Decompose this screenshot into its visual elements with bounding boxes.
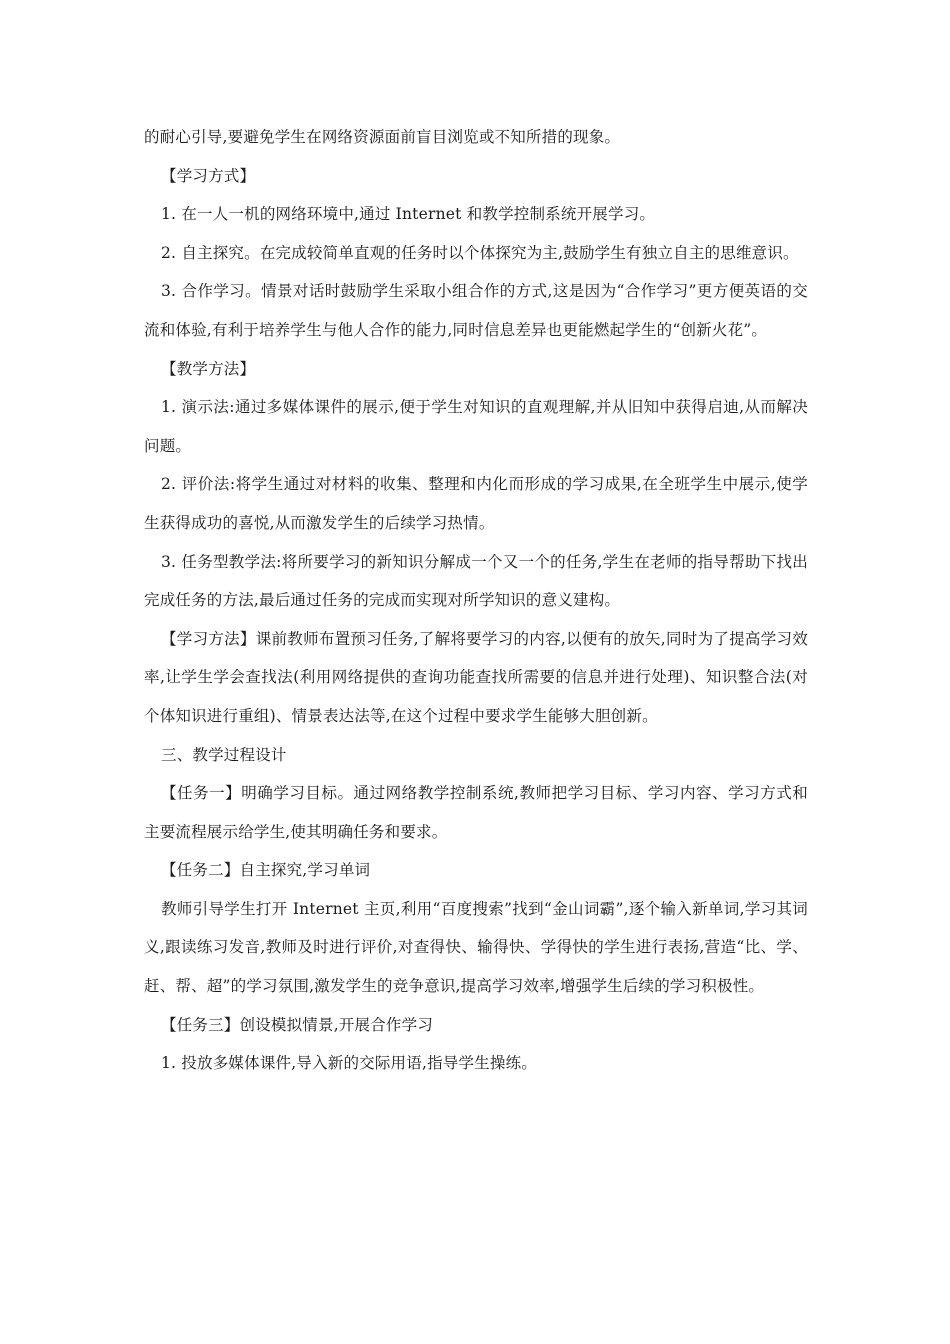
list-item-learning-mode-2: 2. 自主探究。在完成较简单直观的任务时以个体探究为主,鼓励学生有独立自主的思维意识。 — [161, 243, 799, 262]
heading-learning-mode: 【学习方式】 — [161, 166, 256, 185]
list-item-task-three-1: 1. 投放多媒体课件,导入新的交际用语,指导学生操练。 — [161, 1054, 537, 1073]
list-item-learning-mode-3: 3. 合作学习。情景对话时鼓励学生采取小组合作的方式,这是因为“合作学习”更方便英语的交流和体验,有利于培养学生与他人合作的能力,同时信息差异也更能燃起学生的“创新火花”。 — [144, 282, 808, 339]
heading-teaching-methods: 【教学方法】 — [161, 359, 256, 378]
list-item-learning-mode-1: 1. 在一人一机的网络环境中,通过 Internet 和教学控制系统开展学习。 — [161, 205, 656, 224]
paragraph-study-methods: 【学习方法】课前教师布置预习任务,了解将要学习的内容,以便有的放矢,同时为了提高学习效率,让学生学会查找法(利用网络提供的查询功能查找所需要的信息并进行处理)、知识整合法(对个体知识进行重组)、情景表达法等,在这个过程中要求学生能够大胆创新。 — [144, 629, 808, 725]
heading-task-three: 【任务三】创设模拟情景,开展合作学习 — [161, 1015, 434, 1034]
list-item-teaching-method-1: 1. 演示法:通过多媒体课件的展示,便于学生对知识的直观理解,并从旧知中获得启迪,从而解决问题。 — [144, 398, 808, 455]
paragraph-task-one: 【任务一】明确学习目标。通过网络教学控制系统,教师把学习目标、学习内容、学习方式和主要流程展示给学生,使其明确任务和要求。 — [144, 784, 808, 841]
paragraph-task-two-body: 教师引导学生打开 Internet 主页,利用“百度搜索”找到“金山词霸”,逐个输入新单词,学习其词义,跟读练习发音,教师及时进行评价,对查得快、输得快、学得快的学生进行表扬,营造“比、学、赶、帮、超”的学习氛围,激发学生的竞争意识,提高学习效率,增强学生后续的学习积极性。 — [144, 899, 808, 996]
list-item-teaching-method-2: 2. 评价法:将学生通过对材料的收集、整理和内化而形成的学习成果,在全班学生中展示,使学生获得成功的喜悦,从而激发学生的后续学习热情。 — [144, 475, 808, 532]
heading-task-two: 【任务二】自主探究,学习单词 — [161, 861, 371, 880]
section-heading-process-design: 三、教学过程设计 — [161, 745, 287, 764]
list-item-teaching-method-3: 3. 任务型教学法:将所要学习的新知识分解成一个又一个的任务,学生在老师的指导帮助下找出完成任务的方法,最后通过任务的完成而实现对所学知识的意义建构。 — [144, 552, 808, 610]
document-page — [144, 118, 808, 1083]
paragraph-continuation: 的耐心引导,要避免学生在网络资源面前盲目浏览或不知所措的现象。 — [144, 128, 621, 146]
